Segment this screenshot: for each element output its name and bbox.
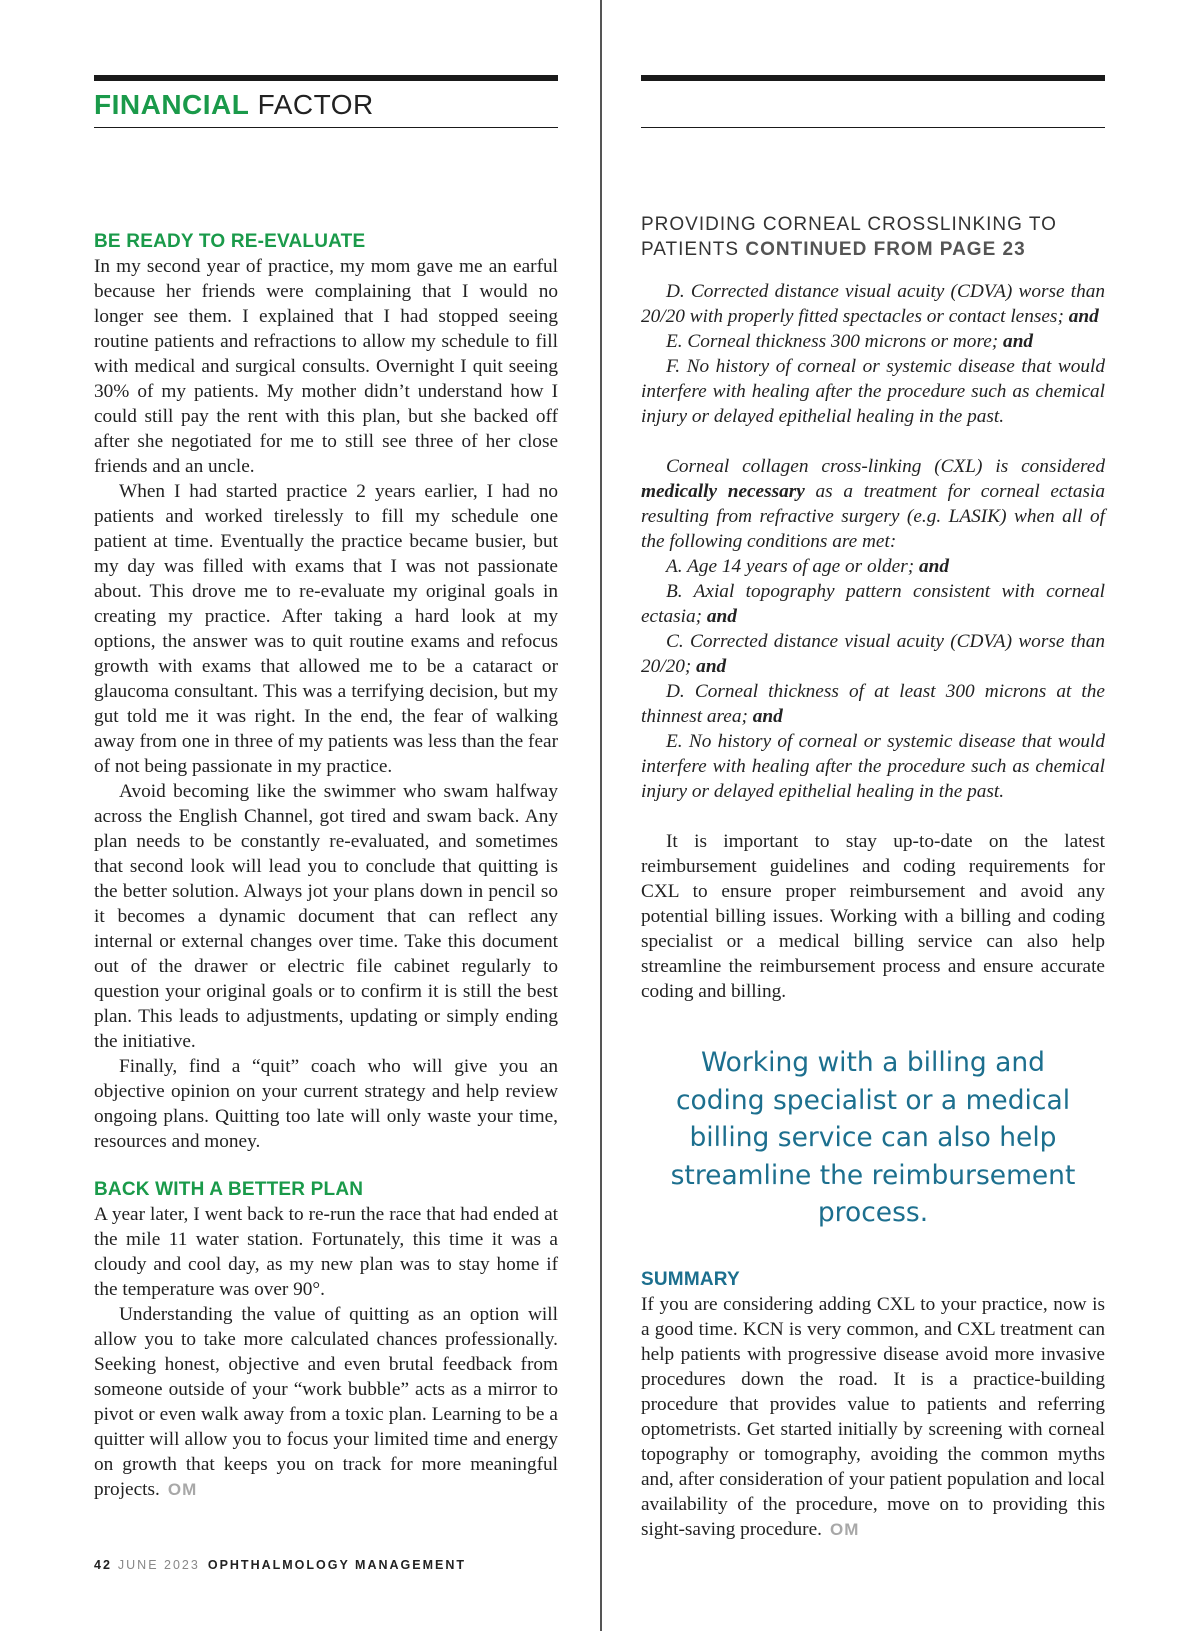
criteria-item (641, 729, 1105, 804)
criteria-item (641, 579, 1105, 629)
criteria-conjunction: and (1068, 306, 1099, 327)
spacer (641, 1232, 1105, 1268)
criteria-text: C. Corrected distance visual acuity (CDVA) worse than 20/20; (641, 631, 1105, 677)
criteria-conjunction: and (706, 606, 737, 627)
cxl-text-bold: medically necessary (641, 481, 805, 502)
criteria-item (641, 329, 1105, 354)
section-label-light: FACTOR (257, 89, 374, 120)
cxl-medical-necessity (641, 454, 1105, 554)
magazine-name: OPHTHALMOLOGY MANAGEMENT (207, 1558, 467, 1572)
page-number: 42 (94, 1558, 112, 1572)
cxl-text-b: as a treatment for corneal ectasia resulting from refractive surgery (e.g. LASIK) when all of the following conditions are met: (641, 481, 1105, 552)
left-top-rule (94, 75, 558, 81)
heading-summary: SUMMARY (641, 1268, 740, 1290)
paragraph: A year later, I went back to re-run the race that had ended at the mile 11 water station. Fortunately, this time it was a cloudy and cool day, as my new plan was to stay home if the temperature was over 90°. (94, 1204, 558, 1300)
end-mark: OM (829, 1519, 860, 1539)
summary-text: If you are considering adding CXL to your practice, now is a good time. KCN is very common, and CXL treatment can help patients with progressive disease avoid more invasive procedures down the road. It is a practice-building procedure that provides value to patients and referring optometrists. Get started initially by screening with corneal topography or tomography, avoiding the common myths and, after consideration of your patient population and local availability of the procedure, move on to providing this sight-saving procedure. (641, 1293, 1105, 1540)
criteria-text: E. Corneal thickness 300 microns or more; (666, 331, 999, 352)
spacer (641, 429, 1105, 454)
left-header-underline (94, 127, 558, 128)
continued-heading (641, 212, 1105, 262)
criteria-text: D. Corneal thickness of at least 300 microns at the thinnest area; (641, 681, 1105, 727)
paragraph (641, 1292, 1105, 1542)
criteria-item (641, 279, 1105, 329)
criteria-item (641, 554, 1105, 579)
right-top-rule (641, 75, 1105, 81)
left-column (94, 230, 558, 1502)
criteria-list-b (641, 554, 1105, 804)
page-footer (94, 1558, 466, 1572)
column-gutter-line (600, 0, 602, 1631)
paragraph: When I had started practice 2 years earlier, I had no patients and worked tirelessly to fill my schedule one patient at time. Eventually the practice became busier, but my day was filled with exams that I was not passionate about. This drove me to re-evaluate my original goals in creating my practice. After taking a hard look at my options, the answer was to quit routine exams and refocus growth with exams that allowed me to be a cataract or glaucoma consultant. This was a terrifying decision, but my gut told me it was right. In the end, the fear of walking away from one in three of my patients was less than the fear of not being passionate in my practice. (94, 481, 558, 777)
heading-be-ready: BE READY TO RE-EVALUATE (94, 231, 366, 252)
criteria-text: F. No history of corneal or systemic disease that would interfere with healing after the procedure such as chemical injury or delayed epithelial healing in the past. (641, 356, 1105, 427)
right-header-underline (641, 127, 1105, 128)
criteria-text: A. Age 14 years of age or older; (666, 556, 915, 577)
criteria-conjunction: and (696, 656, 727, 677)
issue-date: JUNE 2023 (117, 1558, 200, 1572)
criteria-text: E. No history of corneal or systemic disease that would interfere with healing after the procedure such as chemical injury or delayed epithelial healing in the past. (641, 731, 1105, 802)
spacer (641, 1004, 1105, 1044)
heading-back-with-plan: BACK WITH A BETTER PLAN (94, 1179, 364, 1200)
criteria-text: B. Axial topography pattern consistent with corneal ectasia; (641, 581, 1105, 627)
spacer (641, 262, 1105, 279)
criteria-item (641, 629, 1105, 679)
paragraph: Avoid becoming like the swimmer who swam halfway across the English Channel, got tired and swam back. Any plan needs to be constantly re-evaluated, and sometimes that second look will lead you to conclude that quitting is the better solution. Always jot your plans down in pencil so it becomes a dynamic document that can reflect any internal or external changes over time. Take this document out of the drawer or electric file cabinet regularly to question your original goals or to confirm it is still the best plan. This leads to adjustments, updating or simply ending the initiative. (94, 781, 558, 1052)
pull-quote: Working with a billing and coding specialist or a medical billing service can also help streamline the reimbursement process. (670, 1047, 1076, 1228)
end-mark: OM (167, 1480, 198, 1499)
paragraph: It is important to stay up-to-date on the latest reimbursement guidelines and coding requirements for CXL to ensure proper reimbursement and avoid any potential billing issues. Working with a billing and coding specialist or a medical billing service can also help streamline the reimbursement process and ensure accurate coding and billing. (641, 831, 1105, 1002)
criteria-conjunction: and (752, 706, 783, 727)
criteria-conjunction: and (1003, 331, 1034, 352)
spacer (641, 804, 1105, 829)
criteria-conjunction: and (918, 556, 949, 577)
continued-title: PROVIDING CORNEAL CROSSLINKING TO PATIENTS (641, 214, 1057, 260)
spacer (94, 1154, 558, 1178)
cxl-text-a: Corneal collagen cross-linking (CXL) is considered (666, 456, 1105, 477)
criteria-text: D. Corrected distance visual acuity (CDVA) worse than 20/20 with properly fitted spectacles or contact lenses; (641, 281, 1105, 327)
paragraph: In my second year of practice, my mom gave me an earful because her friends were complaining that I would no longer see them. I explained that I had stopped seeing routine patients and refractions to allow my schedule to fill with medical and surgical consults. Overnight I quit seeing 30% of my patients. My mother didn’t understand how I could still pay the rent with this plan, but she backed off after she negotiated for me to still see three of her close friends and an uncle. (94, 256, 558, 477)
right-column (641, 212, 1105, 1542)
paragraph-text: Understanding the value of quitting as an option will allow you to take more calculated chances professionally. Seeking honest, objective and even brutal feedback from someone outside of your “work bubble” acts as a mirror to pivot or even walk away from a toxic plan. Learning to be a quitter will allow you to focus your limited time and energy on growth that keeps you on track for more meaningful projects. (94, 1304, 558, 1500)
paragraph (94, 1302, 558, 1502)
section-label (94, 87, 374, 123)
criteria-item (641, 354, 1105, 429)
criteria-list-a (641, 279, 1105, 429)
continued-from: CONTINUED FROM PAGE 23 (745, 239, 1026, 260)
section-label-strong: FINANCIAL (94, 89, 250, 120)
paragraph: Finally, find a “quit” coach who will give you an objective opinion on your current strategy and help review ongoing plans. Quitting too late will only waste your time, resources and money. (94, 1056, 558, 1152)
criteria-item (641, 679, 1105, 729)
